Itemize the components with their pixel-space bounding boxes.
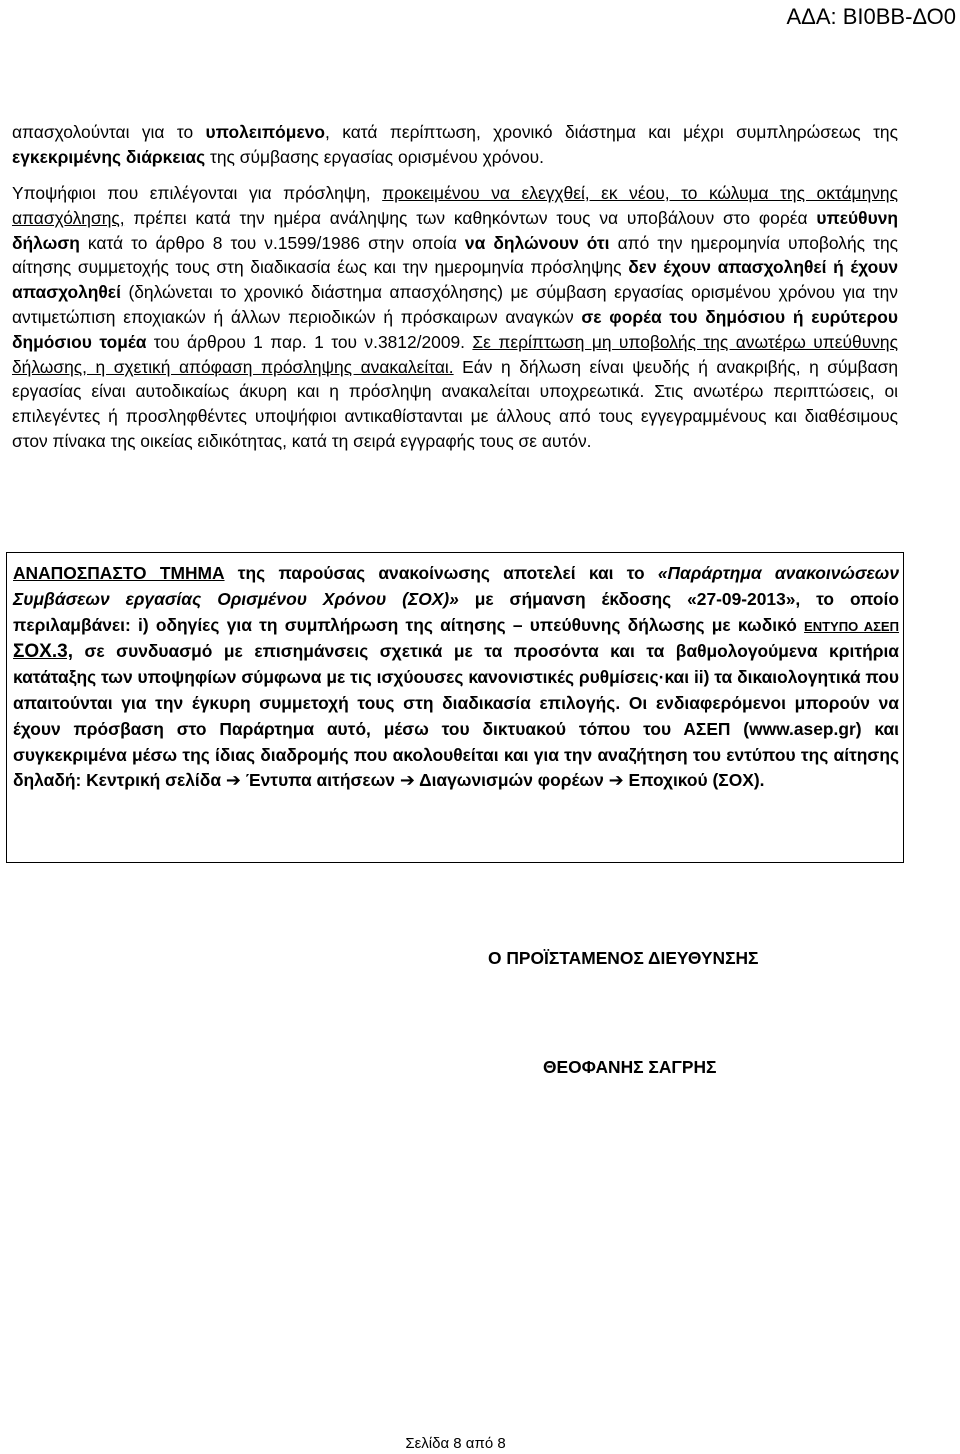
section-heading: ΑΝΑΠΟΣΠΑΣΤΟ ΤΜΗΜΑ — [13, 563, 225, 583]
detachable-section-box — [6, 552, 904, 863]
page-number: Σελίδα 8 από 8 — [405, 1435, 506, 1452]
path-step-competitions: Διαγωνισμών φορέων — [419, 770, 604, 791]
text: της σύμβασης εργασίας ορισμένου χρόνου. — [205, 146, 545, 167]
text: του άρθρου 1 παρ. 1 του ν.3812/2009. — [146, 331, 473, 352]
bold-text: υπεύθυνη δήλωση — [12, 207, 898, 253]
signatory-title: Ο ΠΡΟΪΣΤΑΜΕΝΟΣ ΔΙΕΥΘΥΝΣΗΣ — [488, 948, 759, 968]
arrow-right-icon: ➔ — [399, 770, 415, 791]
underlined-text: Σε περίπτωση μη υποβολής της ανωτέρω υπεύθυνης δήλωσης, η σχετική απόφαση πρόσληψης ανακαλείται. — [12, 331, 898, 377]
text: κατά το άρθρο 8 του ν.1599/1986 στην οποία — [79, 232, 465, 253]
bold-text: σε φορέα του δημόσιου ή ευρύτερου δημόσιου τομέα — [12, 306, 898, 352]
bold-text: να δηλώνουν ότι — [464, 232, 610, 253]
text: πρέπει κατά την ημέρα ανάληψης των καθηκόντων τους να υποβάλουν στο φορέα — [124, 207, 817, 228]
underlined-text: προκειμένου να ελεγχθεί, εκ νέου, το κώλυμα της οκτάμηνης απασχόλησης, — [12, 183, 898, 228]
text: απασχολούνται για το — [12, 122, 206, 142]
path-step-home: Κεντρική σελίδα — [86, 770, 222, 791]
arrow-right-icon: ➔ — [608, 770, 624, 791]
text: σε συνδυασμό με επισημάνσεις σχετικά με τα προσόντα και τα βαθμολογούμενα κριτήρια κατάταξης των υποψηφίων σύμφωνα με τις ισχύουσες κανονιστικές ρυθμίσεις·και ii) τα δικαιολογητικά που απαιτούνται για την έγκυρη συμμετοχή τους στη διαδικασία επιλογής. Οι ενδιαφερόμενοι μπορούν να έχουν πρόσβαση στο Παράρτημα αυτό, μέσω του δικτυακού τόπου του ΑΣΕΠ (www.asep.gr) και συγκεκριμένα μέσω της ίδιας διαδρομής που ακολουθείται και για την αναζήτηση του εντύπου της αίτησης δηλαδή: — [13, 641, 899, 791]
paragraph-contract-duration — [12, 120, 898, 170]
form-code: ΣΟΧ.3, — [13, 641, 73, 663]
annex-title: «Παράρτημα ανακοινώσεων Συμβάσεων εργασίας Ορισμένου Χρόνου (ΣΟΧ)» — [13, 563, 899, 609]
text: Υποψήφιοι που επιλέγονται για πρόσληψη, — [12, 183, 383, 203]
text: (δηλώνεται το χρονικό διάστημα απασχόλησης) με σύμβαση εργασίας ορισμένου χρόνου για την αντιμετώπιση εποχιακών ή άλλων περιοδικών ή πρόσκαιρων αναγκών — [12, 282, 898, 327]
signatory-name: ΘΕΟΦΑΝΗΣ ΣΑΓΡΗΣ — [543, 1057, 717, 1077]
text: με σήμανση έκδοσης «27-09-2013», το οποίο περιλαμβάνει: i) οδηγίες για τη συμπλήρωση της αίτησης – υπεύθυνης δήλωσης με κωδικό — [13, 588, 900, 635]
path-step-seasonal: Εποχικού (ΣΟΧ). — [628, 770, 765, 791]
text: από την ημερομηνία υποβολής της αίτησης συμμετοχής τους στη διαδικασία έως και την ημερομηνία πρόσληψης — [12, 232, 898, 278]
bold-text: υπολειπόμενο — [205, 122, 325, 142]
form-code-prefix: ΕΝΤΥΠΟ ΑΣΕΠ — [804, 618, 899, 634]
arrow-right-icon: ➔ — [225, 770, 241, 791]
text: , κατά περίπτωση, χρονικό διάστημα και μέχρι συμπληρώσεως της — [325, 122, 898, 142]
text: Εάν η δήλωση είναι ψευδής ή ανακριβής, η σύμβαση εργασίας είναι αυτοδικαίως άκυρη και η πρόσληψη ανακαλείται υποχρεωτικά. Στις ανωτέρω περιπτώσεις, οι επιλεγέντες ή προσληφθέντες υποψήφιοι αντικαθίστανται με άλλους από τους εγγεγραμμένους και διαθέσιμους στον πίνακα της οικείας ειδικότητας, κατά τη σειρά εγγραφής τους σε αυτόν. — [12, 356, 899, 451]
bold-text: εγκεκριμένης διάρκειας — [12, 146, 206, 167]
paragraph-declaration — [12, 181, 898, 454]
path-step-forms: Έντυπα αιτήσεων — [245, 770, 395, 791]
detachable-section-text — [13, 561, 899, 794]
ada-code: ΑΔΑ: ΒΙ0ΒΒ-ΔΟ0 — [786, 4, 956, 29]
bold-text: δεν έχουν απασχοληθεί ή έχουν απασχοληθεί — [12, 257, 898, 303]
text: της παρούσας ανακοίνωσης αποτελεί και το — [224, 563, 658, 583]
